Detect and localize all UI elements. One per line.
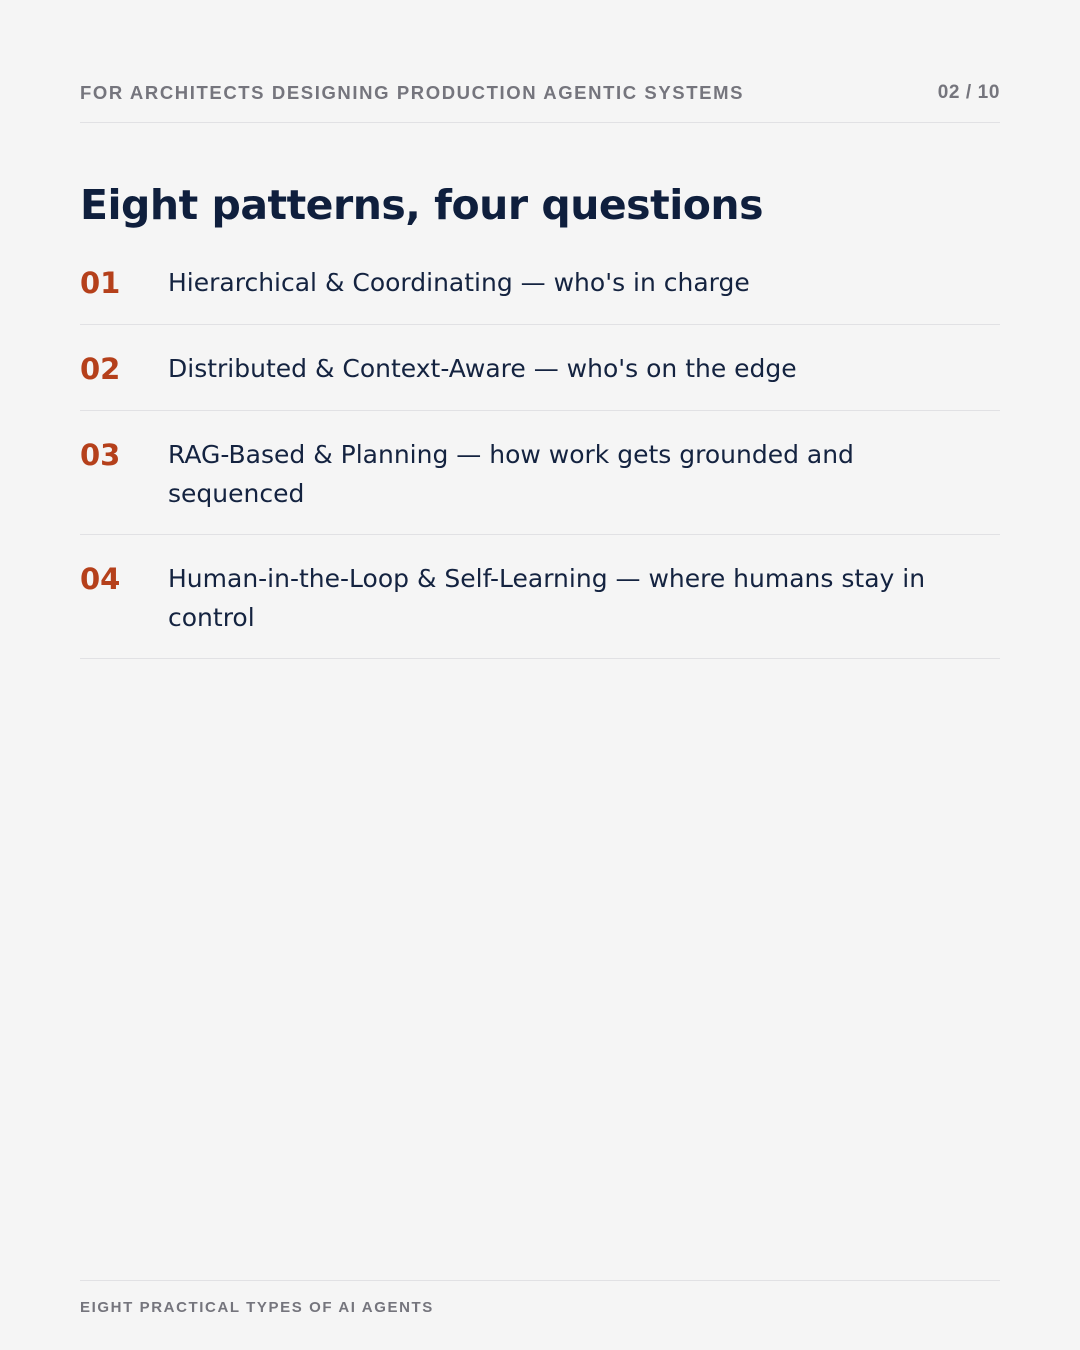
list-item [80, 435, 1000, 535]
item-number: 03 [80, 438, 121, 472]
list-item [80, 559, 1000, 659]
item-text: Hierarchical & Coordinating — who's in charge [168, 268, 750, 297]
eyebrow-label: FOR ARCHITECTS DESIGNING PRODUCTION AGENTIC SYSTEMS [80, 82, 745, 103]
slide-footer [80, 1280, 1000, 1319]
footer-label: EIGHT PRACTICAL TYPES OF AI AGENTS [80, 1299, 434, 1316]
list-item [80, 263, 1000, 325]
page-counter: 02 / 10 [937, 82, 1000, 103]
item-text: Distributed & Context-Aware — who's on the edge [168, 354, 797, 383]
item-number: 02 [80, 352, 121, 386]
slide-title: Eight patterns, four questions [80, 181, 764, 229]
item-number: 04 [80, 562, 121, 596]
item-text: Human-in-the-Loop & Self-Learning — where humans stay in control [168, 564, 926, 632]
item-text: RAG-Based & Planning — how work gets grounded and sequenced [168, 440, 854, 508]
item-number: 01 [80, 266, 121, 300]
list-item [80, 349, 1000, 411]
slide [80, 0, 1000, 1350]
slide-header [80, 80, 1000, 123]
question-list [80, 263, 1000, 659]
